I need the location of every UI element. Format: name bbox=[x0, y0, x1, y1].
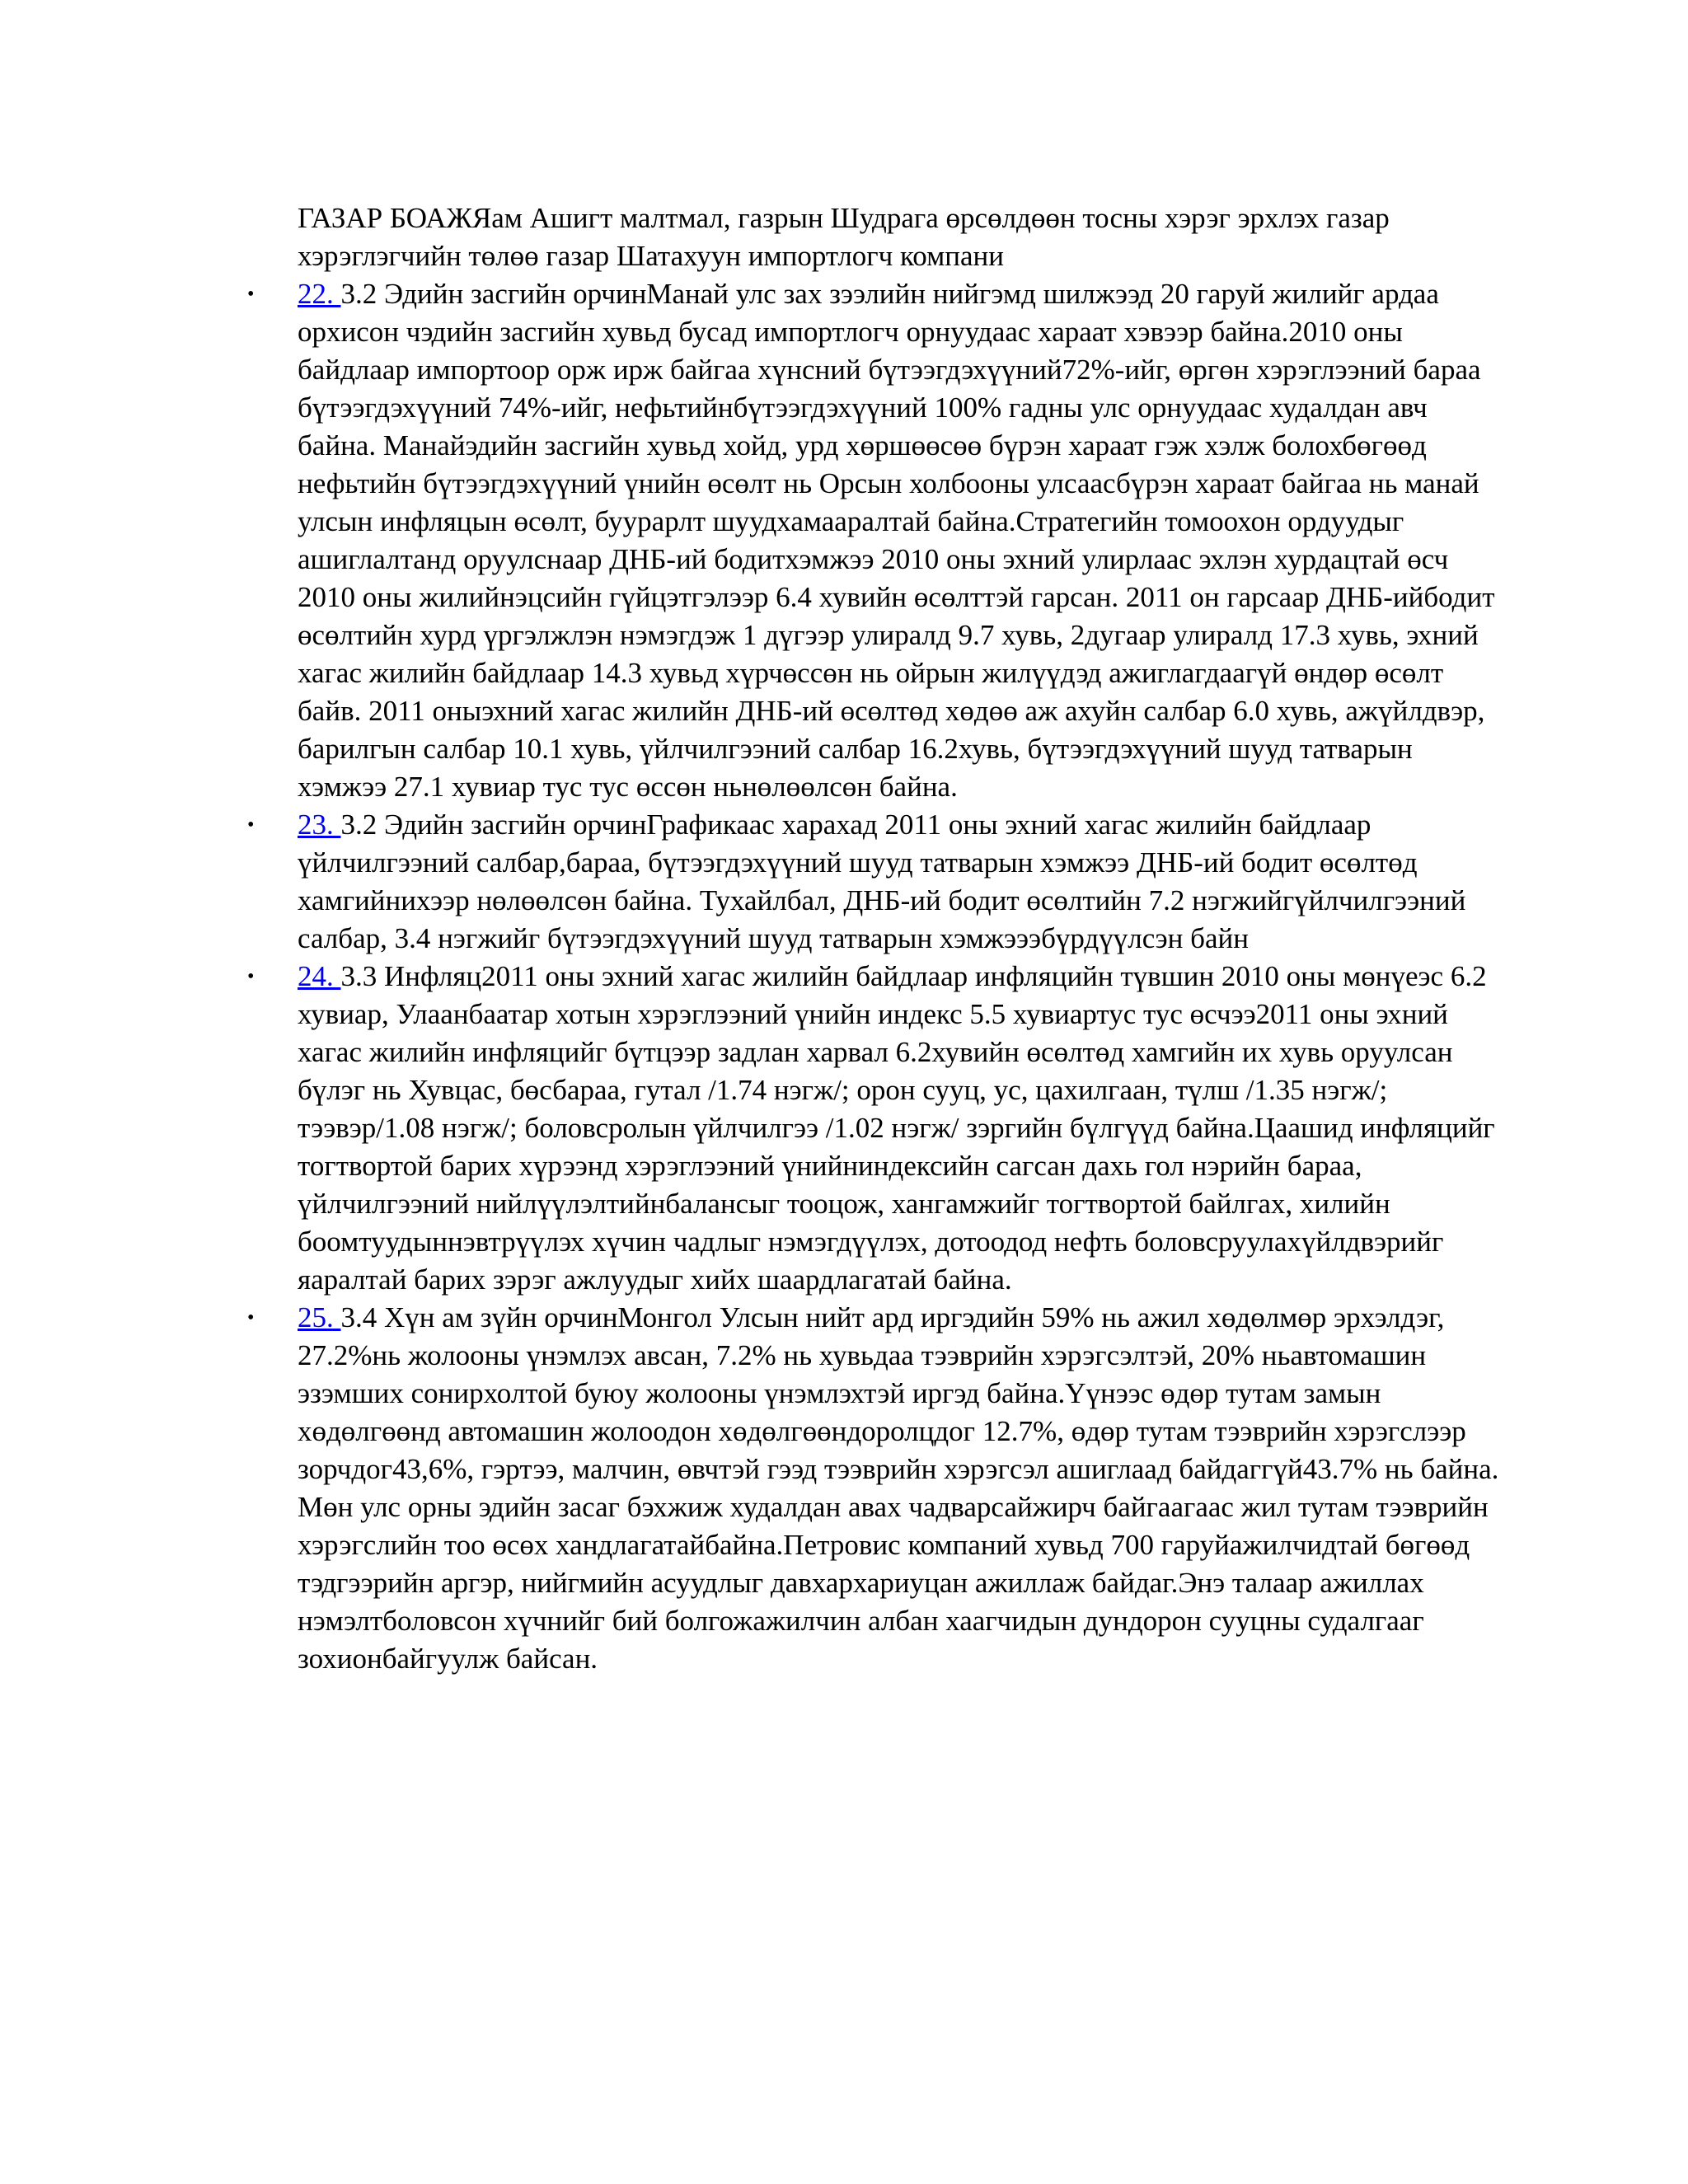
list-item bbox=[247, 958, 1501, 1299]
slide-link-24[interactable]: 24. bbox=[298, 960, 341, 992]
bullet-icon: • bbox=[247, 284, 255, 305]
bullet-icon: • bbox=[247, 966, 255, 987]
list-item-text: 3.2 Эдийн засгийн орчинГрафикаас харахад 2011 оны эхний хагас жилийн байдлаар үйлчилгээний салбар,бараа, бүтээгдэхүүний шууд татварын хэмжээ ДНБ-ий бодит өсөлтөд хамгийнихээр нөлөөлсөн байна. Тухайлбал, ДНБ-ий бодит өсөлтийн 7.2 нэгжийгүйлчилгээний салбар, 3.4 нэгжийг бүтээгдэхүүний шууд татварын хэмжэээбүрдүүлсэн байн bbox=[298, 808, 1466, 954]
document-body bbox=[247, 199, 1501, 1678]
bullet-icon: • bbox=[247, 814, 255, 836]
intro-paragraph: ГАЗАР БОАЖЯам Ашигт малтмал, газрын Шудрага өрсөлдөөн тосны хэрэг эрхлэх газар хэрэглэгчийн төлөө газар Шатахуун импортлогч компани bbox=[298, 202, 1390, 272]
slide-list bbox=[247, 275, 1501, 1678]
list-item-text: 3.3 Инфляц2011 оны эхний хагас жилийн байдлаар инфляцийн түвшин 2010 оны мөнүеэс 6.2 хувиар, Улаанбаатар хотын хэрэглээний үнийн индекс 5.5 хувиартус тус өсчээ2011 оны эхний хагас жилийн инфляцийг бүтцээр задлан харвал 6.2хувийн өсөлтөд хамгийн их хувь оруулсан бүлэг нь Хувцас, бөсбараа, гутал /1.74 нэгж/; орон сууц, ус, цахилгаан, түлш /1.35 нэгж/; тээвэр/1.08 нэгж/; боловсролын үйлчилгээ /1.02 нэгж/ зэргийн бүлгүүд байна.Цаашид инфляцийг тогтвортой барих хүрээнд хэрэглээний үнийниндексийн сагсан дахь гол нэрийн бараа, үйлчилгээний нийлүүлэлтийнбалансыг тооцож, хангамжийг тогтвортой байлгах, хилийн боомтуудыннэвтрүүлэх хүчин чадлыг нэмэгдүүлэх, дотоодод нефть боловсруулахүйлдвэрийг яаралтай барих зэрэг ажлуудыг хийх шаардлагатай байна. bbox=[298, 960, 1495, 1296]
list-item-text: 3.2 Эдийн засгийн орчинМанай улс зах зээлийн нийгэмд шилжээд 20 гаруй жилийг ардаа орхисон чэдийн засгийн хувьд бусад импортлогч орнуудаас хараат хэвээр байна.2010 оны байдлаар импортоор орж ирж байгаа хүнсний бүтээгдэхүүний72%-ийг, өргөн хэрэглээний бараа бүтээгдэхүүний 74%-ийг, нефьтийнбүтээгдэхүүний 100% гадны улс орнуудаас худалдан авч байна. Манайэдийн засгийн хувьд хойд, урд хөршөөсөө бүрэн хараат гэж хэлж болохбөгөөд нефьтийн бүтээгдэхүүний үнийн өсөлт нь Орсын холбооны улсаасбүрэн хараат байгаа нь манай улсын инфляцын өсөлт, буурарлт шуудхамааралтай байна.Стратегийн томоохон ордуудыг ашиглалтанд оруулснаар ДНБ-ий бодитхэмжээ 2010 оны эхний улирлаас эхлэн хурдацтай өсч 2010 оны жилийнэцсийн гүйцэтгэлээр 6.4 хувийн өсөлттэй гарсан. 2011 он гарсаар ДНБ-ийбодит өсөлтийн хурд үргэлжлэн нэмэгдэж 1 дүгээр улиралд 9.7 хувь, 2дугаар улиралд 17.3 хувь, эхний хагас жилийн байдлаар 14.3 хувьд хүрчөссөн нь ойрын жилүүдэд ажиглагдаагүй өндөр өсөлт байв. 2011 оныэхний хагас жилийн ДНБ-ий өсөлтөд хөдөө аж ахуйн салбар 6.0 хувь, ажүйлдвэр, барилгын салбар 10.1 хувь, үйлчилгээний салбар 16.2хувь, бүтээгдэхүүний шууд татварын хэмжээ 27.1 хувиар тус тус өссөн ньнөлөөлсөн байна. bbox=[298, 278, 1495, 803]
slide-link-23[interactable]: 23. bbox=[298, 808, 341, 841]
slide-link-22[interactable]: 22. bbox=[298, 278, 341, 310]
slide-link-25[interactable]: 25. bbox=[298, 1301, 341, 1333]
list-item-text: 3.4 Хүн ам зүйн орчинМонгол Улсын нийт ард иргэдийн 59% нь ажил хөдөлмөр эрхэлдэг, 27.2%нь жолооны үнэмлэх авсан, 7.2% нь хувьдаа тээврийн хэрэгсэлтэй, 20% ньавтомашин эзэмших сонирхолтой буюу жолооны үнэмлэхтэй иргэд байна.Үүнээс өдөр тутам замын хөдөлгөөнд автомашин жолоодон хөдөлгөөндоролцдог 12.7%, өдөр тутам тээврийн хэрэгслээр зорчдог43,6%, гэртээ, малчин, өвчтэй гээд тээврийн хэрэгсэл ашиглаад байдаггүй43.7% нь байна. Мөн улс орны эдийн засаг бэхжиж худалдан авах чадварсайжирч байгаагаас жил тутам тээврийн хэрэгслийн тоо өсөх хандлагатайбайна.Петровис компаний хувьд 700 гаруйажилчидтай бөгөөд тэдгээрийн аргэр, нийгмийн асуудлыг давхархариуцан ажиллаж байдаг.Энэ талаар ажиллах нэмэлтболовсон хүчнийг бий болгожажилчин албан хаагчидын дундорон сууцны судалгааг зохионбайгуулж байсан. bbox=[298, 1301, 1499, 1675]
list-item bbox=[247, 806, 1501, 958]
list-item bbox=[247, 1299, 1501, 1678]
list-item bbox=[247, 275, 1501, 806]
bullet-icon: • bbox=[247, 1307, 255, 1329]
